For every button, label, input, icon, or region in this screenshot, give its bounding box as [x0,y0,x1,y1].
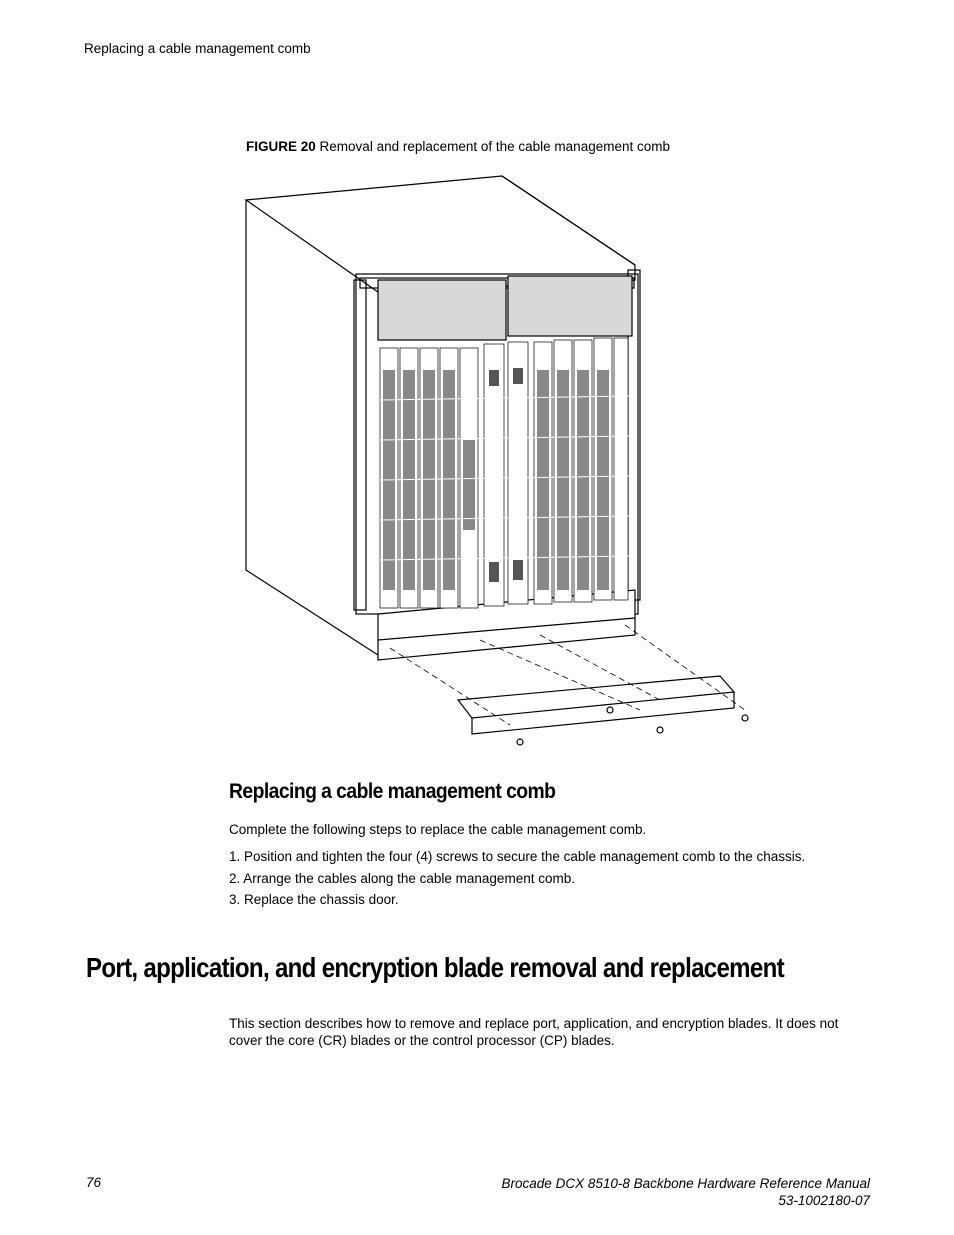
section-heading-replace-comb: Replacing a cable management comb [229,780,556,803]
chassis-illustration [240,170,760,750]
footer [502,1175,870,1209]
page-number: 76 [86,1175,102,1190]
step-1: 1. Position and tighten the four (4) screws to secure the cable management comb to the chassis. [229,849,806,864]
step-2: 2. Arrange the cables along the cable management comb. [229,870,575,886]
section-heading-blade-removal: Port, application, and encryption blade removal and replacement [86,952,784,983]
figure-caption-text: Removal and replacement of the cable management comb [319,139,670,154]
section-body: This section describes how to remove and replace port, application, and encryption blades. It does not cover the core (CR) blades or the control processor (CP) blades. [229,1016,839,1048]
step-3: 3. Replace the chassis door. [229,892,399,907]
steps-list [229,848,805,913]
figure-label: FIGURE 20 [246,139,316,154]
section-intro: Complete the following steps to replace the cable management comb. [229,822,647,837]
manual-title: Brocade DCX 8510-8 Backbone Hardware Reference Manual [501,1176,870,1191]
running-header: Replacing a cable management comb [84,41,311,56]
document-number: 53-1002180-07 [778,1193,870,1208]
figure-caption [246,139,670,154]
